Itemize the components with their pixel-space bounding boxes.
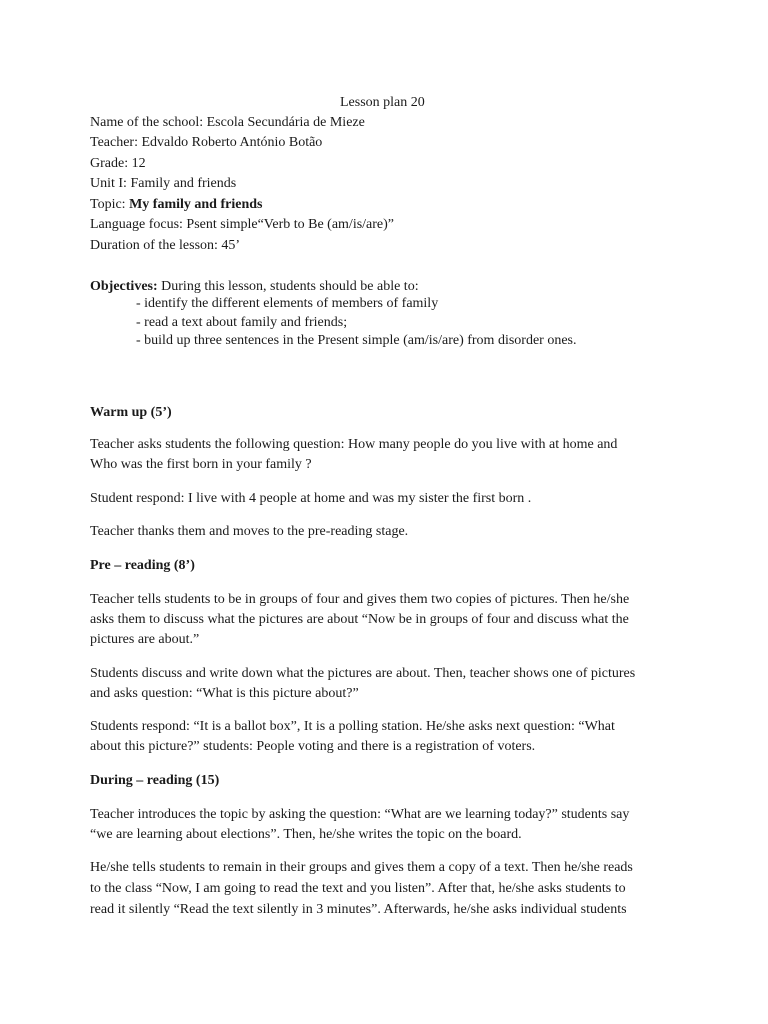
- during-reading-paragraph: Teacher introduces the topic by asking the question: “What are we learning today?” students say: [90, 807, 630, 822]
- pre-reading-paragraph: pictures are about.”: [90, 632, 200, 647]
- teacher-name: Teacher: Edvaldo Roberto António Botão: [90, 135, 323, 150]
- objectives-intro: During this lesson, students should be able to:: [157, 279, 419, 294]
- pre-reading-paragraph: and asks question: “What is this picture about?”: [90, 686, 359, 701]
- objective-item: - build up three sentences in the Present simple (am/is/are) from disorder ones.: [136, 333, 577, 348]
- pre-reading-paragraph: Students respond: “It is a ballot box”, It is a polling station. He/she asks next question: “What: [90, 719, 615, 734]
- warm-up-paragraph: Student respond: I live with 4 people at home and was my sister the first born .: [90, 491, 532, 506]
- during-reading-heading: During – reading (15): [90, 773, 220, 788]
- during-reading-paragraph: He/she tells students to remain in their groups and gives them a copy of a text. Then he/she reads: [90, 860, 633, 875]
- during-reading-paragraph: “we are learning about elections”. Then, he/she writes the topic on the board.: [90, 827, 522, 842]
- during-reading-paragraph: read it silently “Read the text silently in 3 minutes”. Afterwards, he/she asks individual students: [90, 902, 627, 917]
- pre-reading-paragraph: Teacher tells students to be in groups of four and gives them two copies of pictures. Then he/she: [90, 592, 630, 607]
- warm-up-paragraph: Teacher thanks them and moves to the pre-reading stage.: [90, 524, 409, 539]
- pre-reading-paragraph: asks them to discuss what the pictures are about “Now be in groups of four and discuss what the: [90, 612, 629, 627]
- unit: Unit I: Family and friends: [90, 176, 237, 191]
- language-focus: Language focus: Psent simple“Verb to Be (am/is/are)”: [90, 217, 395, 232]
- objectives-label: Objectives:: [90, 279, 158, 294]
- pre-reading-paragraph: Students discuss and write down what the pictures are about. Then, teacher shows one of pictures: [90, 666, 636, 681]
- warm-up-paragraph: Who was the first born in your family ?: [90, 457, 312, 472]
- grade: Grade: 12: [90, 156, 146, 171]
- warm-up-heading: Warm up (5’): [90, 405, 172, 420]
- lesson-plan-title: Lesson plan 20: [340, 95, 425, 110]
- objective-item: - read a text about family and friends;: [136, 315, 348, 330]
- warm-up-paragraph: Teacher asks students the following question: How many people do you live with at home and: [90, 437, 618, 452]
- objective-item: - identify the different elements of members of family: [136, 296, 439, 311]
- topic-label: Topic:: [90, 197, 130, 212]
- pre-reading-paragraph: about this picture?” students: People voting and there is a registration of voters.: [90, 739, 536, 754]
- topic: [90, 195, 262, 215]
- pre-reading-heading: Pre – reading (8’): [90, 558, 195, 573]
- during-reading-paragraph: to the class “Now, I am going to read the text and you listen”. After that, he/she asks students to: [90, 881, 626, 896]
- topic-value: My family and friends: [129, 197, 263, 212]
- school-name: Name of the school: Escola Secundária de Mieze: [90, 115, 365, 130]
- lesson-duration: Duration of the lesson: 45’: [90, 238, 241, 253]
